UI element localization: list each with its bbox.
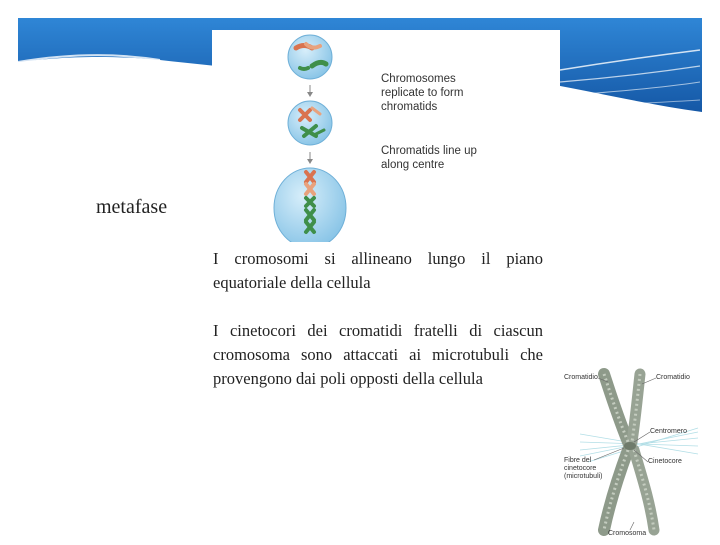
label-kinetochore-fibers [564, 457, 603, 481]
paragraph-kinetochores: I cinetocori dei cromatidi fratelli di ciascun cromosoma sono attaccati ai microtubuli che provengono dai poli opposti della cellula [213, 321, 543, 388]
label-chromosome: Cromosoma [608, 530, 647, 537]
caption-line: chromatids [381, 101, 438, 113]
paragraph-alignment: I cromosomi si allineano lungo il piano equatoriale della cellula [213, 249, 543, 292]
caption-line: along centre [381, 159, 445, 171]
figure-caption-line-up [381, 144, 477, 172]
label-line: (microtubuli) [564, 473, 603, 480]
chromosome-micrograph [558, 362, 720, 540]
label-chromatid-left: Cromatidio [564, 374, 598, 381]
label-line: Fibre del [564, 457, 592, 464]
caption-line: Chromatids line up [381, 145, 477, 157]
arrow-down-icon [307, 159, 313, 164]
label-kinetochore: Cinetocore [648, 458, 682, 465]
metaphase-diagram-graphic [212, 30, 560, 242]
label-line: cinetocore [564, 465, 597, 472]
label-chromatid-right: Cromatidio [656, 374, 690, 381]
caption-line: Chromosomes [381, 73, 456, 85]
caption-line: replicate to form [381, 87, 464, 99]
cell-1 [288, 35, 332, 79]
label-centromere: Centromero [650, 428, 687, 435]
metaphase-diagram [212, 30, 560, 242]
slide-title: metafase [96, 196, 168, 218]
figure-caption-replicate [381, 72, 463, 114]
cell-2 [288, 101, 332, 145]
arrow-down-icon [307, 92, 313, 97]
chromosome-micrograph-graphic [558, 362, 720, 540]
